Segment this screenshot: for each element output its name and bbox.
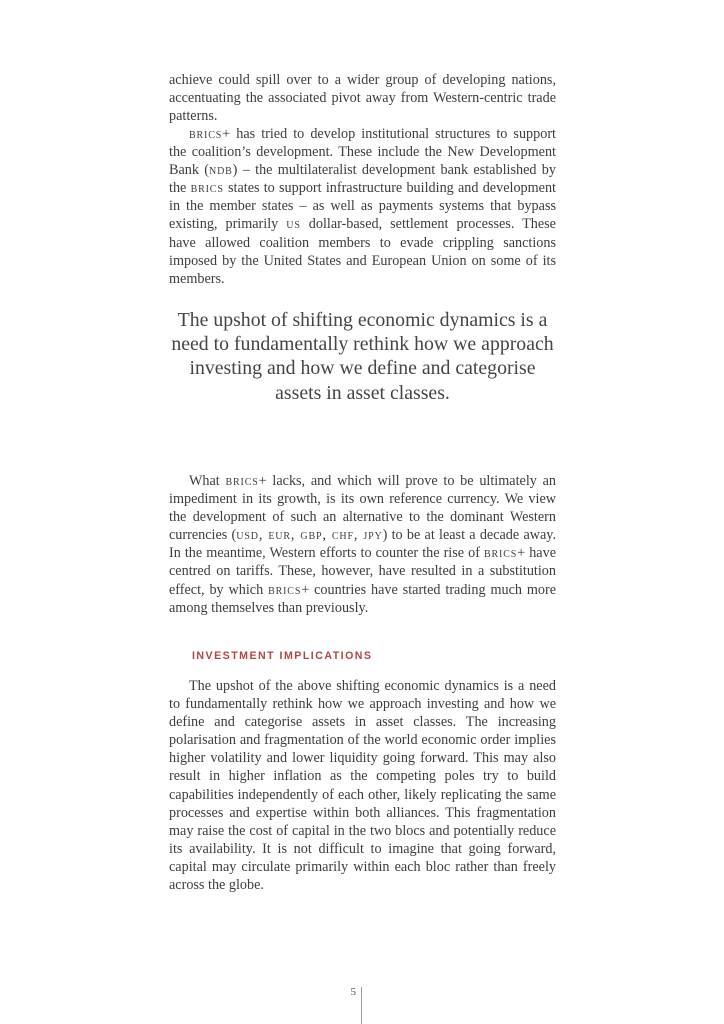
text-run: ) to be at least a decade away. In the meantime, Western efforts to counter the rise of <box>169 527 557 562</box>
page-number-rule <box>361 987 362 1024</box>
text-run: + has tried to develop institutional structures to support the coalition’s development. These include the New Development Bank ( <box>169 126 556 179</box>
text-run: What <box>189 473 226 489</box>
page-number: 5 <box>350 986 356 998</box>
paragraph-investment-implications: The upshot of the above shifting economic dynamics is a need to fundamentally rethink how we approach investing and how we define and categorise assets in asset classes. The increasing polarisation and fragmentation of the world economic order implies higher volatility and lower liquidity going forward. This may also result in higher inflation as the competing poles try to build capabilities independently of each other, likely replicating the same processes and expertise within both alliances. This fragmentation may raise the cost of capital in the two blocs and potentially reduce its availability. It is not difficult to imagine that going forward, capital may circulate primarily within each bloc rather than freely across the globe. <box>169 678 556 894</box>
text-run: dollar-based, settlement processes. These have allowed coalition members to evade crippling sanctions imposed by the United States and European Union on some of its members. <box>169 216 556 287</box>
paragraph-brics-structures <box>169 125 556 288</box>
abbr-us: us <box>286 216 301 233</box>
text-run: + countries have started trading much more among themselves than previously. <box>169 581 556 616</box>
abbr-brics: brics <box>225 473 259 489</box>
abbr-brics: brics <box>483 545 518 562</box>
text-run: states to support infrastructure building and development in the member states – as well as payments systems that bypass existing, primarily <box>169 180 556 233</box>
abbr-brics: brics <box>189 126 223 142</box>
section-heading: INVESTMENT IMPLICATIONS <box>192 650 373 662</box>
text-run: + lacks, and which will prove to be ultimately an impediment in its growth, is its own reference currency. We view the development of such an alternative to the dominant Western currencies ( <box>169 473 556 544</box>
abbr-currencies: usd, eur, gbp, chf, jpy <box>236 527 383 544</box>
text-run: ) – the multilateralist development bank established by the <box>169 162 556 197</box>
abbr-ndb: ndb <box>209 162 233 179</box>
abbr-brics: brics <box>268 581 302 598</box>
paragraph-reference-currency <box>169 472 556 617</box>
pull-quote: The upshot of shifting economic dynamics is a need to fundamentally rethink how we approach investing and how we define and categorise assets in asset classes. <box>171 309 554 404</box>
paragraph-intro: achieve could spill over to a wider group of developing nations, accentuating the associated pivot away from Western-centric trade patterns. <box>169 72 556 125</box>
abbr-brics: brics <box>190 180 224 197</box>
text-run: + have centred on tariffs. These, however, have resulted in a substitution effect, by which <box>169 545 556 598</box>
